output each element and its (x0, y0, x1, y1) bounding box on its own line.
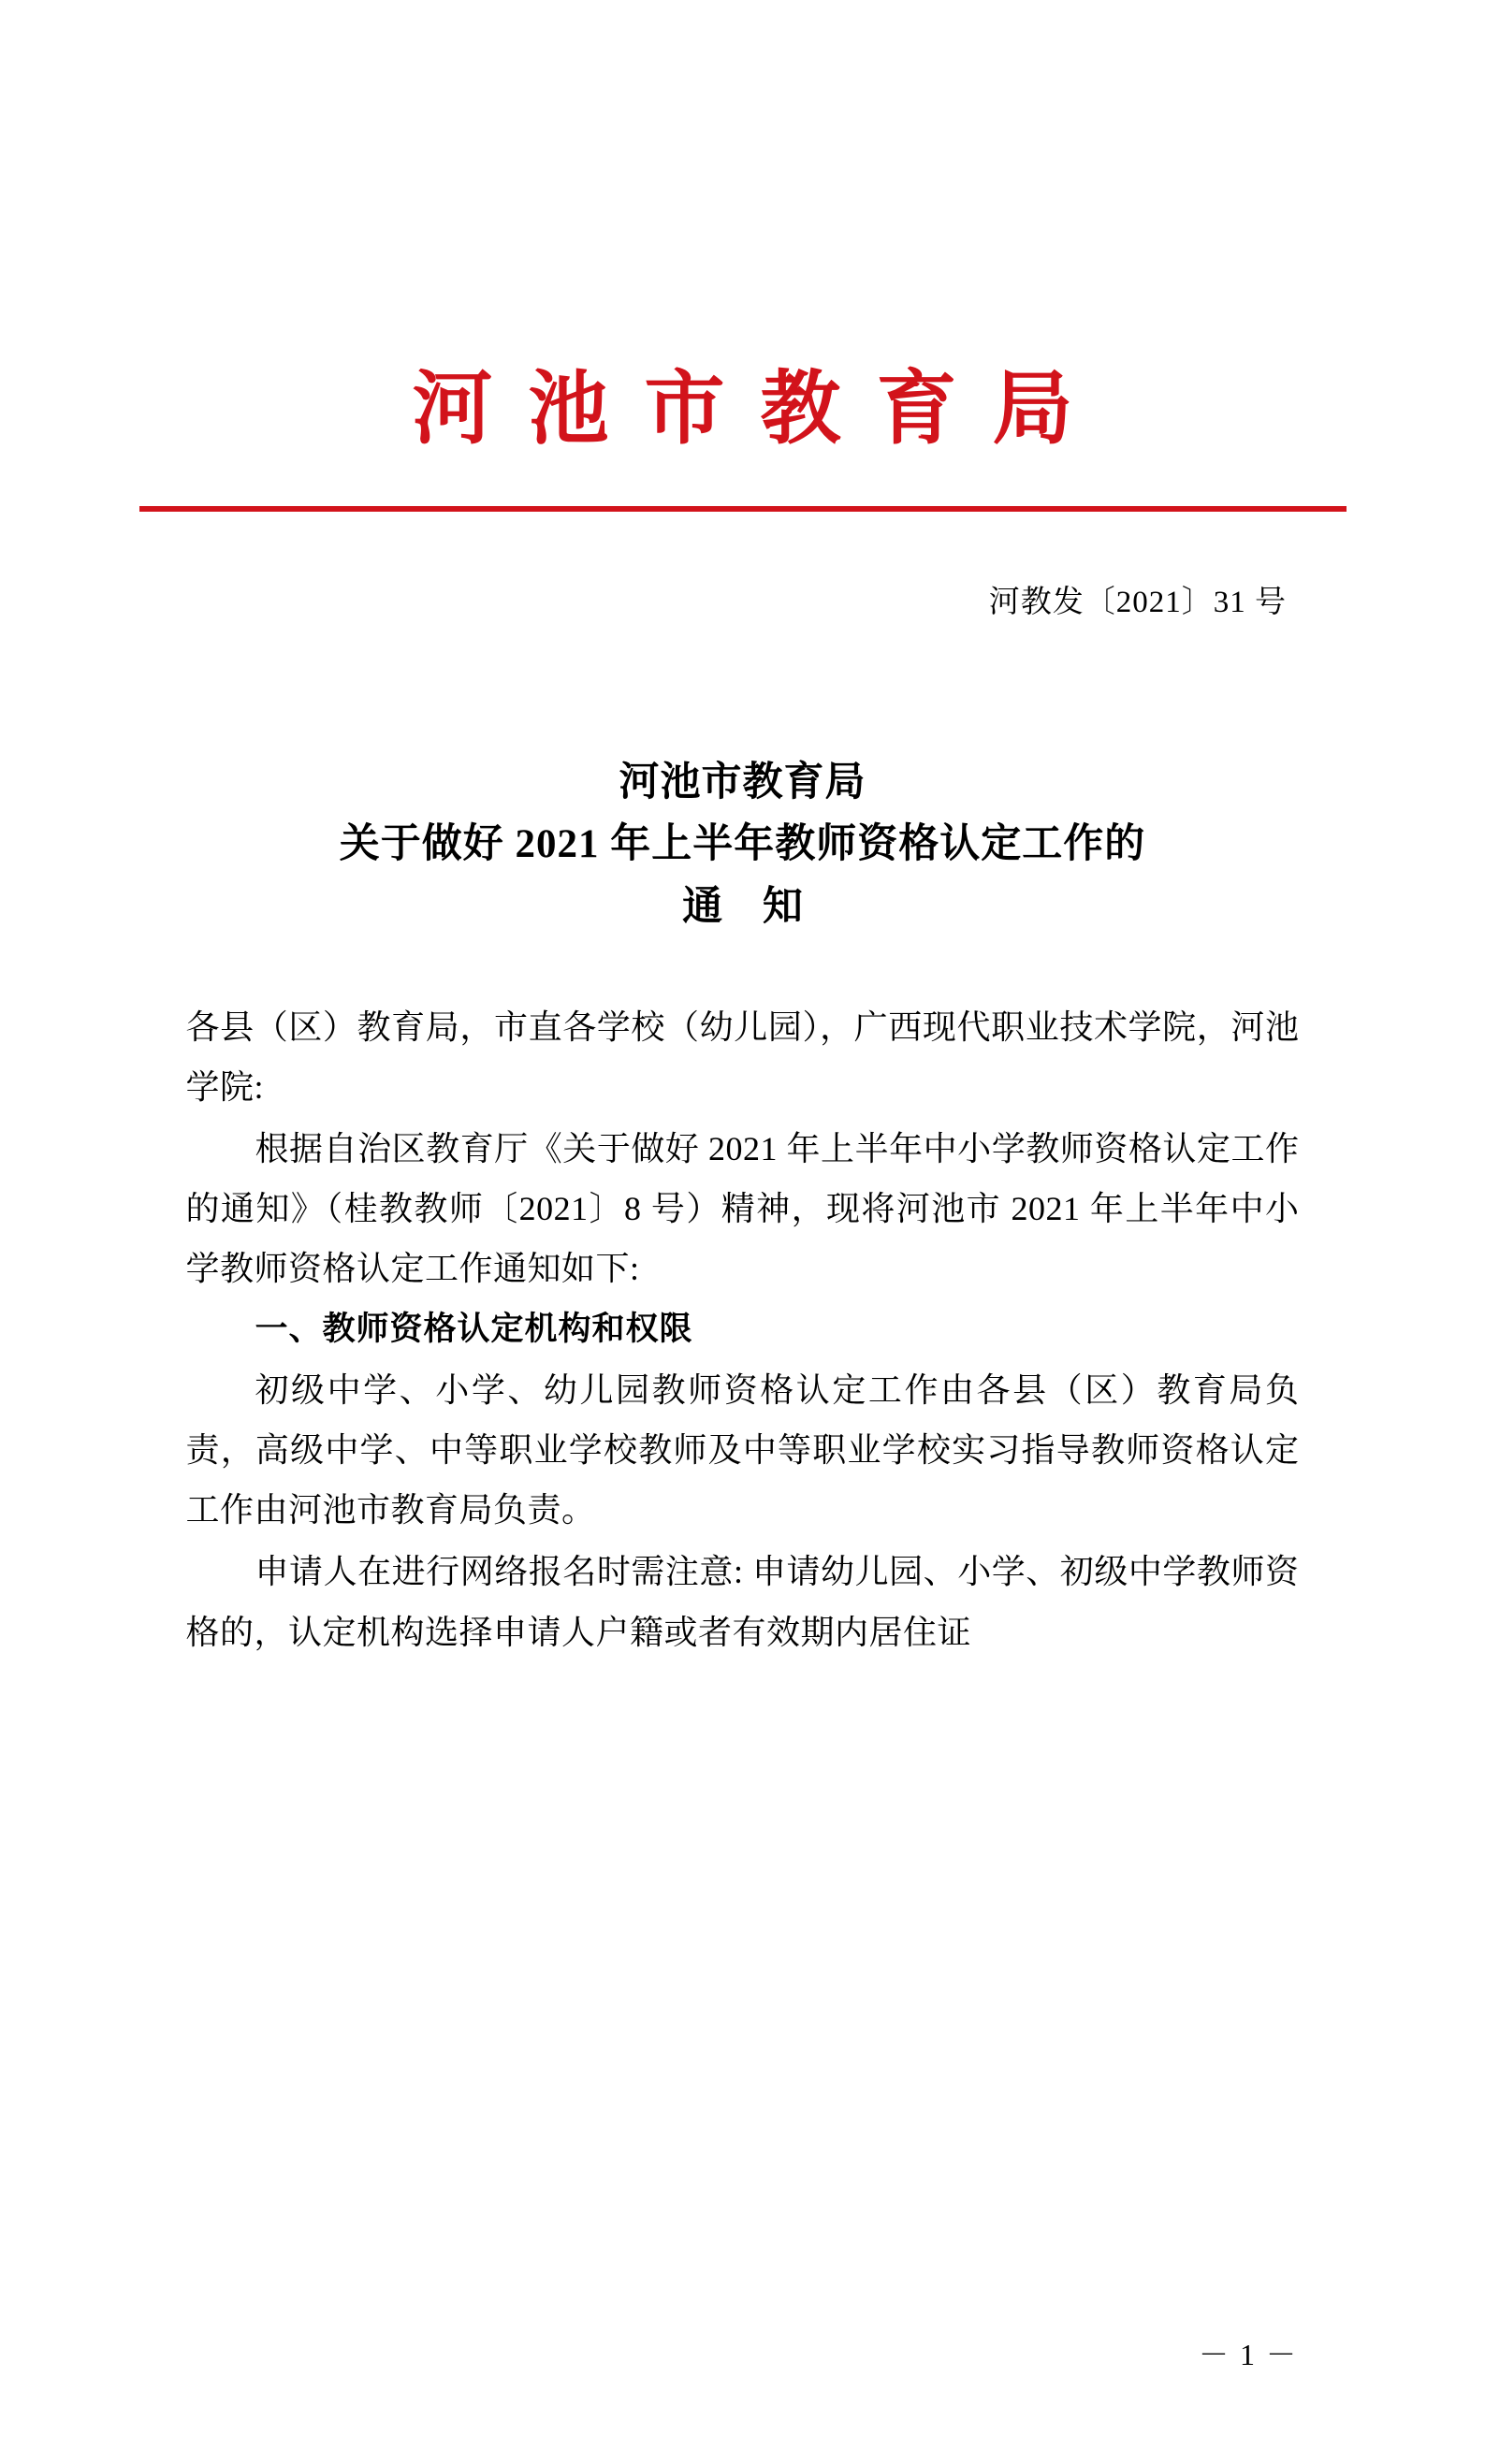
document-body (186, 997, 1300, 1662)
paragraph-authority: 初级中学、小学、幼儿园教师资格认定工作由各县（区）教育局负责，高级中学、中等职业学校教师及中等职业学校实习指导教师资格认定工作由河池市教育局负责。 (185, 1371, 1300, 1529)
document-title (0, 752, 1485, 939)
title-line-3: 通 知 (682, 884, 818, 929)
title-line-1: 河池市教育局 (619, 760, 866, 804)
paragraph-registration-note: 申请人在进行网络报名时需注意: 申请幼儿园、小学、初级中学教师资格的，认定机构选择申请人户籍或者有效期内居住证 (185, 1553, 1300, 1651)
letterhead (0, 365, 1485, 512)
letterhead-organization: 河池市教育局 (412, 364, 1109, 454)
page-number: － 1 － (1198, 2338, 1298, 2371)
title-line-2: 关于做好 2021 年上半年教师资格认定工作的 (339, 822, 1146, 867)
paragraph-basis: 根据自治区教育厅《关于做好 2021 年上半年中小学教师资格认定工作的通知》（桂教教师〔2021〕8 号）精神，现将河池市 2021 年上半年中小学教师资格认定工作通知如下: (185, 1129, 1300, 1287)
document-page (0, 365, 1485, 2464)
document-number: 河教发〔2021〕31 号 (988, 585, 1287, 619)
paragraph-recipient: 各县（区）教育局，市直各学校（幼儿园），广西现代职业技术学院，河池学院: (185, 1007, 1300, 1106)
letterhead-divider (139, 506, 1347, 512)
section-heading-1: 一、教师资格认定机构和权限 (255, 1310, 693, 1348)
